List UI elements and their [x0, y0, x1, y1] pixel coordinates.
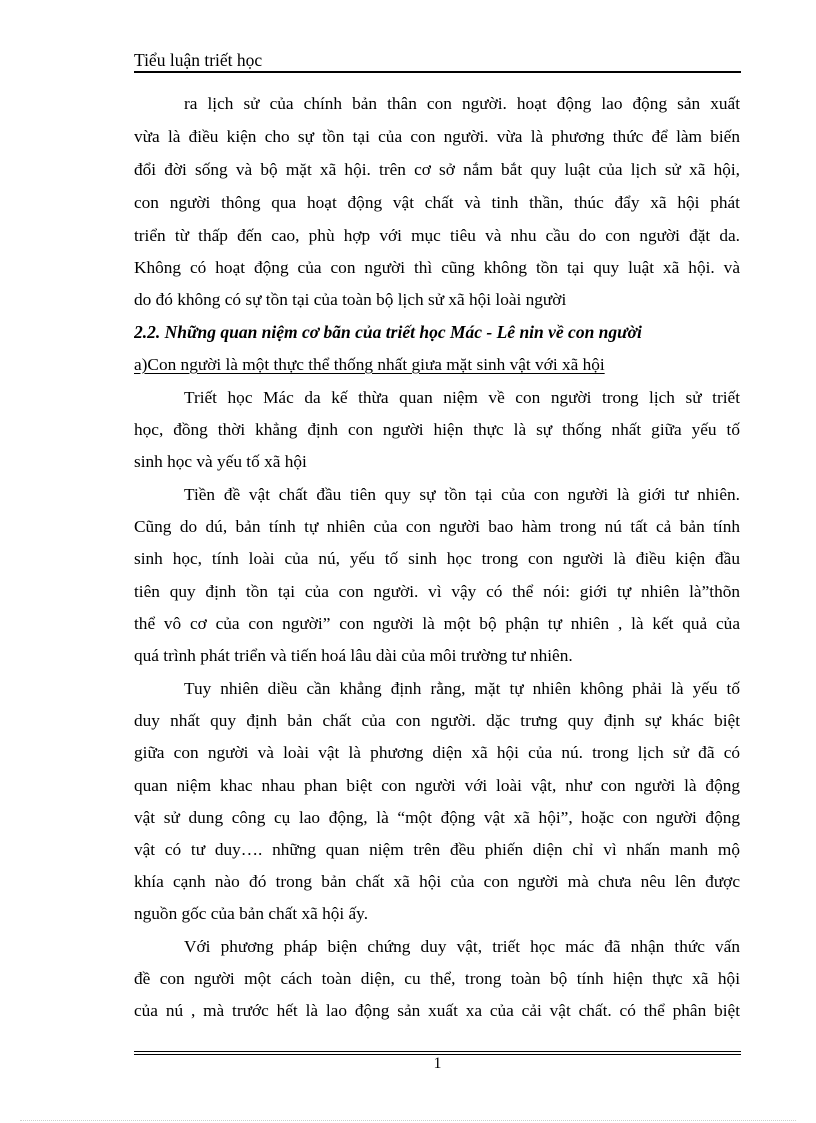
text-line: ra lịch sử của chính bản thân con người. hoạt động lao động sản xuất	[184, 94, 740, 113]
text-line: Với phương pháp biện chứng duy vật, triết học mác đã nhận thức vấn	[184, 937, 740, 956]
page-number: 1	[433, 1055, 442, 1072]
text-line: thể vô cơ của con người” con người là một bộ phận tự nhiên , là kết quả của	[134, 614, 740, 633]
section-heading: 2.2. Những quan niệm cơ bãn của triết học Mác - Lê nin về con người	[134, 322, 642, 342]
text-line: của nú , mà trước hết là lao động sản xuất xa của cải vật chất. có thể phân biệt	[134, 1001, 740, 1020]
text-line: duy nhất quy định bản chất của con người. dặc trưng quy định sự khác biệt	[134, 711, 740, 730]
text-line: đề con người một cách toàn diện, cu thể, trong toàn bộ tính hiện thực xã hội	[134, 969, 740, 988]
text-line: giữa con người và loài vật là phương diện xã hội của nú. trong lịch sử đã có	[134, 743, 740, 762]
text-line: quan niệm khac nhau phan biệt con người với loài vật, như con người là động	[134, 776, 740, 795]
text-line: vật có tư duy…. những quan niệm trên đều phiến diện chỉ vì nhấn manh mộ	[134, 840, 740, 859]
text-line: khía cạnh nào đó trong bản chất xã hội của con người mà chưa nêu lên được	[134, 872, 740, 891]
text-line: nguồn gốc của bản chất xã hội ấy.	[134, 904, 369, 923]
footer-rule	[134, 1051, 741, 1052]
text-line: vừa là điều kiện cho sự tồn tại của con người. vừa là phương thức để làm biến	[134, 127, 740, 146]
text-line: con người thông qua hoạt động vật chất và tinh thần, thúc đẩy xã hội phát	[134, 193, 740, 212]
text-line: Triết học Mác da kế thừa quan niệm về con người trong lịch sử triết	[184, 388, 740, 407]
text-line: tiên quy định tồn tại của con người. vì vậy có thể nói: giới tự nhiên là”thõn	[134, 582, 740, 601]
text-line: vật sử dung công cụ lao động, là “một động vật xã hội”, hoặc con người động	[134, 808, 740, 827]
text-line: sinh học, tính loài của nú, yếu tố sinh học trong con người là điều kiện đầu	[134, 549, 740, 568]
running-header-title: Tiểu luận triết học	[134, 50, 263, 70]
text-line: học, đồng thời khẳng định con người hiện thực là sự thống nhất giữa yếu tố	[134, 420, 740, 439]
text-line: do đó không có sự tồn tại của toàn bộ lịch sử xã hội loài người	[134, 290, 567, 309]
header-rule	[134, 71, 741, 73]
text-line: sinh học và yếu tố xã hội	[134, 452, 307, 471]
text-line: triển từ thấp đến cao, phù hợp với mục tiêu và nhu cầu do con người đặt da.	[134, 226, 740, 245]
text-line: Cũng do dú, bản tính tự nhiên của con người bao hàm trong nú tất cả bản tính	[134, 517, 740, 536]
page-edge-border	[20, 1120, 796, 1121]
text-line: Tiền đề vật chất đầu tiên quy sự tồn tại của con người là giới tư nhiên.	[184, 485, 740, 504]
text-line: đổi đời sống và bộ mặt xã hội. trên cơ sở nắm bắt quy luật của lịch sử xã hội,	[134, 160, 740, 179]
subsection-heading: a)Con người là một thực thể thống nhất giưa mặt sinh vật với xã hội	[134, 355, 605, 374]
text-line: Tuy nhiên diều cần khẳng định rằng, mặt tự nhiên không phải là yếu tố	[184, 679, 740, 698]
text-line: Không có hoạt động của con người thì cũng không tồn tại quy luật xã hội. và	[134, 258, 740, 277]
text-line: quá trình phát triển và tiến hoá lâu dài của môi trường tư nhiên.	[134, 646, 573, 665]
